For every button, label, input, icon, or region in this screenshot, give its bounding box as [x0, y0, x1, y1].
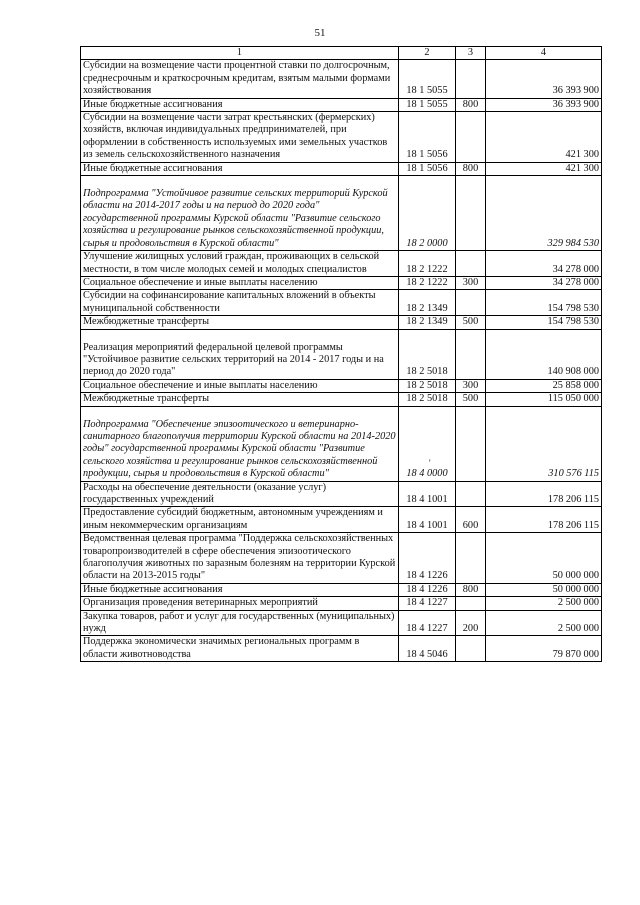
row-amount: 2 500 000 [486, 597, 602, 610]
row-name: Организация проведения ветеринарных мероприятий [81, 597, 399, 610]
row-amount: 79 870 000 [486, 636, 602, 662]
row-amount: 115 050 000 [486, 393, 602, 406]
row-code: 18 4 0000 [399, 406, 456, 481]
row-vr: 200 [456, 610, 486, 636]
table-row-subprogram [81, 406, 602, 481]
row-vr [456, 597, 486, 610]
row-vr: 800 [456, 162, 486, 175]
table-row [81, 481, 602, 507]
table-row [81, 329, 602, 379]
column-header-vr: 3 [456, 47, 486, 60]
row-vr: 300 [456, 276, 486, 289]
row-amount: 50 000 000 [486, 533, 602, 584]
row-name: Межбюджетные трансферты [81, 393, 399, 406]
row-code: 18 2 0000 [399, 176, 456, 251]
row-vr: 500 [456, 316, 486, 329]
row-amount: 34 278 000 [486, 251, 602, 277]
row-amount: 421 300 [486, 112, 602, 163]
table-row [81, 98, 602, 111]
row-name: Межбюджетные трансферты [81, 316, 399, 329]
row-amount: 36 393 900 [486, 60, 602, 98]
row-name: Социальное обеспечение и иные выплаты населению [81, 276, 399, 289]
row-amount: 36 393 900 [486, 98, 602, 111]
row-name: Субсидии на возмещение части затрат крестьянских (фермерских) хозяйств, включая индивидуальных предпринимателей, при оформлении в собственность используемых ими земельных участков из земель сельскохозяйственного назначения [81, 112, 399, 163]
row-amount: 329 984 530 [486, 176, 602, 251]
row-amount: 154 798 530 [486, 290, 602, 316]
row-vr [456, 406, 486, 481]
row-amount: 178 206 115 [486, 481, 602, 507]
row-name [81, 406, 399, 481]
row-name: Расходы на обеспечение деятельности (оказание услуг) государственных учреждений [81, 481, 399, 507]
row-amount: 25 858 000 [486, 379, 602, 392]
table-row [81, 597, 602, 610]
row-amount: 421 300 [486, 162, 602, 175]
row-code: 18 2 1349 [399, 290, 456, 316]
row-code: 18 2 1222 [399, 251, 456, 277]
row-name: Улучшение жилищных условий граждан, проживающих в сельской местности, в том числе молодых семей и молодых специалистов [81, 251, 399, 277]
row-name: Иные бюджетные ассигнования [81, 162, 399, 175]
stray-mark: ' [429, 458, 431, 468]
row-name: Иные бюджетные ассигнования [81, 98, 399, 111]
table-row [81, 162, 602, 175]
table-row [81, 251, 602, 277]
table-row [81, 276, 602, 289]
row-name-text: Подпрограмма "Устойчивое развитие сельских территорий Курской области на 2014-2017 годы и на период до 2020 года" государственной программы Курской области "Развитие сельского хозяйства и регулирование рынков сельскохозяйственной продукции, сырья и продовольствия в Курской области" [83, 188, 388, 249]
row-vr [456, 481, 486, 507]
row-code: 18 4 1001 [399, 507, 456, 533]
table-row [81, 583, 602, 596]
row-code: 18 1 5056 [399, 162, 456, 175]
row-amount: 140 908 000 [486, 329, 602, 379]
row-code: 18 4 1226 [399, 583, 456, 596]
row-vr: 600 [456, 507, 486, 533]
table-row [81, 112, 602, 163]
row-code: 18 4 5046 [399, 636, 456, 662]
row-name: Ведомственная целевая программа "Поддержка сельскохозяйственных товаропроизводителей в сфере обеспечения эпизоотического благополучия животных по заразным болезням на территории Курской области на 2013-2015 годы" [81, 533, 399, 584]
row-name: Иные бюджетные ассигнования [81, 583, 399, 596]
page-number: 51 [314, 27, 326, 39]
table-row [81, 507, 602, 533]
table-row [81, 290, 602, 316]
row-code: 18 1 5056 [399, 112, 456, 163]
table-row [81, 533, 602, 584]
row-code: 18 1 5055 [399, 60, 456, 98]
table-row [81, 316, 602, 329]
row-name: Субсидии на возмещение части процентной ставки по долгосрочным, среднесрочным и краткосрочным кредитам, взятым малыми формами хозяйствования [81, 60, 399, 98]
budget-table [80, 46, 602, 662]
row-amount: 2 500 000 [486, 610, 602, 636]
row-name: Субсидии на софинансирование капитальных вложений в объекты муниципальной собственности [81, 290, 399, 316]
row-name: Закупка товаров, работ и услуг для государственных (муниципальных) нужд [81, 610, 399, 636]
column-header-code: 2 [399, 47, 456, 60]
row-name-text: Подпрограмма "Обеспечение эпизоотического и ветеринарно-санитарного благополучия территории Курской области на 2014-2020 годы" государственной программы Курской области "Развитие сельского хозяйства и регулирование рынков сельскохозяйственной продукции, сырья и продовольствия в Курской области" [83, 418, 396, 480]
row-amount: 34 278 000 [486, 276, 602, 289]
row-code: 18 1 5055 [399, 98, 456, 111]
row-name [81, 329, 399, 379]
column-header-amount: 4 [486, 47, 602, 60]
row-name: Поддержка экономически значимых региональных программ в области животноводства [81, 636, 399, 662]
row-vr [456, 533, 486, 584]
row-code: 18 4 1001 [399, 481, 456, 507]
table-header-row [81, 47, 602, 60]
row-code: 18 4 1227 [399, 597, 456, 610]
row-name-text: Реализация мероприятий федеральной целевой программы "Устойчивое развитие сельских территорий на 2014 - 2017 годы и на период до 2020 года" [83, 341, 384, 378]
row-vr: 500 [456, 393, 486, 406]
row-vr [456, 251, 486, 277]
row-vr: 800 [456, 98, 486, 111]
row-code: 18 2 1222 [399, 276, 456, 289]
row-code: 18 2 5018 [399, 379, 456, 392]
table-row-subprogram [81, 176, 602, 251]
row-vr: 800 [456, 583, 486, 596]
row-code: 18 4 1226 [399, 533, 456, 584]
row-vr [456, 290, 486, 316]
row-amount: 310 576 115 [486, 406, 602, 481]
row-name: Социальное обеспечение и иные выплаты населению [81, 379, 399, 392]
row-vr [456, 112, 486, 163]
row-code: 18 2 1349 [399, 316, 456, 329]
row-amount: 50 000 000 [486, 583, 602, 596]
table-row [81, 60, 602, 98]
row-vr [456, 60, 486, 98]
row-code: 18 2 5018 [399, 393, 456, 406]
column-header-name: 1 [81, 47, 399, 60]
row-code: 18 2 5018 [399, 329, 456, 379]
table-row [81, 393, 602, 406]
row-vr [456, 636, 486, 662]
table-row [81, 379, 602, 392]
row-name: Предоставление субсидий бюджетным, автономным учреждениям и иным некоммерческим организациям [81, 507, 399, 533]
row-code: 18 4 1227 [399, 610, 456, 636]
row-vr [456, 176, 486, 251]
table-row [81, 610, 602, 636]
row-amount: 178 206 115 [486, 507, 602, 533]
table-row [81, 636, 602, 662]
row-amount: 154 798 530 [486, 316, 602, 329]
row-vr [456, 329, 486, 379]
row-name [81, 176, 399, 251]
row-vr: 300 [456, 379, 486, 392]
